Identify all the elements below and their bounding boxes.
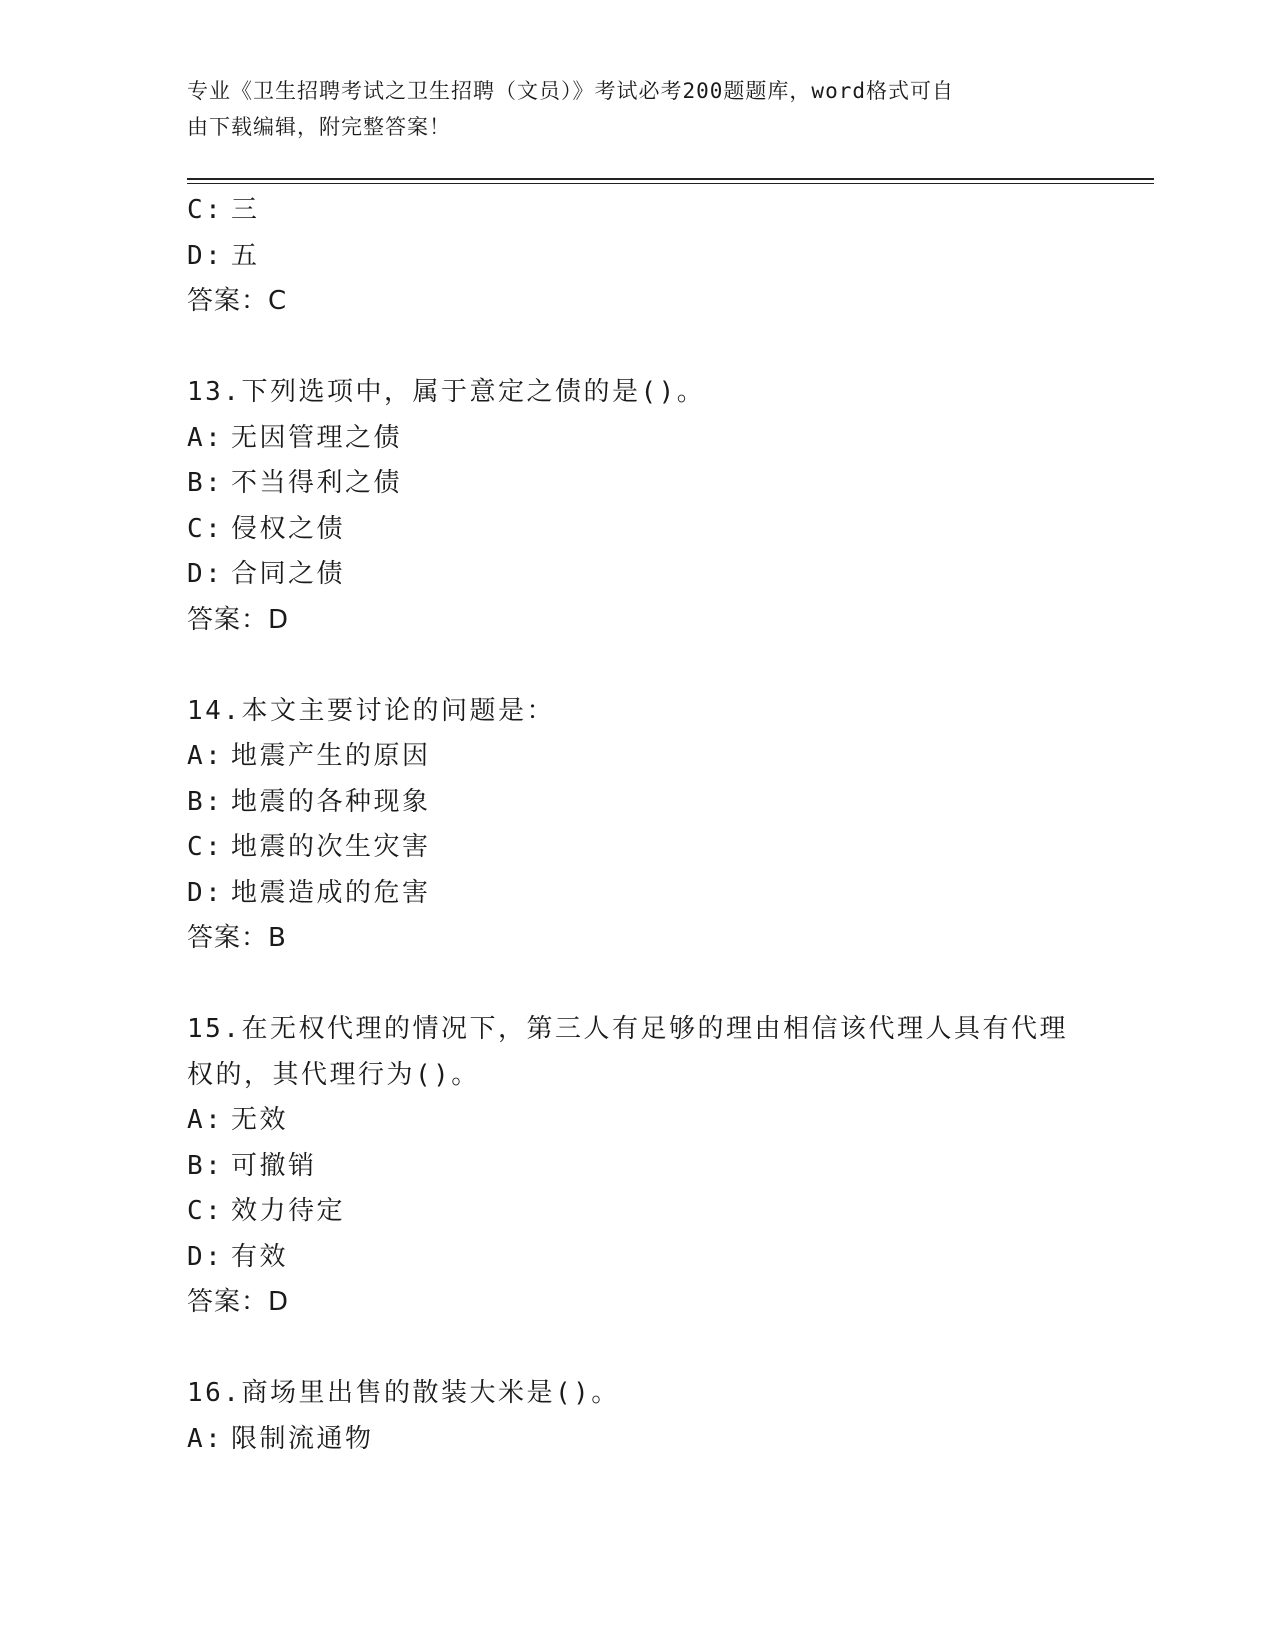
option-label: C: [187,513,224,544]
option-d [187,234,1087,280]
option-d [187,552,1087,598]
question-stem: 13.下列选项中，属于意定之债的是()。 [187,377,706,407]
spacer [187,325,1087,371]
header-divider-thick [187,178,1154,180]
option-label: A: [187,422,224,453]
spacer [187,1326,1087,1372]
option-text: 有效 [231,1241,289,1272]
option-label: B: [187,786,224,817]
option-text: 侵权之债 [231,513,346,544]
header-divider-thin [187,183,1154,184]
option-d [187,871,1087,917]
option-c [187,507,1087,553]
option-label: A: [187,1105,224,1135]
option-a [187,416,1087,462]
option-a [187,734,1087,780]
option-text: 地震的各种现象 [231,786,431,817]
option-text: 可撤销 [231,1150,317,1181]
option-c [187,825,1087,871]
question-list [187,188,1087,1462]
option-text: 效力待定 [231,1196,346,1226]
option-a [187,1098,1087,1144]
option-text: 无因管理之债 [231,422,403,453]
option-label: C: [187,195,224,225]
option-b [187,461,1087,507]
option-label: A: [187,1423,224,1454]
option-text: 三 [231,195,260,225]
option-label: D: [187,877,224,908]
option-c [187,1189,1087,1235]
option-label: A: [187,741,224,771]
option-text: 合同之债 [231,559,346,589]
question-stem-continued: 权的，其代理行为()。 [187,1059,480,1090]
option-d [187,1235,1087,1281]
option-text: 地震造成的危害 [231,877,431,908]
option-b [187,780,1087,826]
option-label: C: [187,832,224,862]
answer-line: 答案：C [187,286,288,316]
option-text: 不当得利之债 [231,468,403,498]
answer-line: 答案：D [187,1287,290,1317]
option-text: 五 [231,240,260,271]
question-stem: 15.在无权代理的情况下，第三人有足够的理由相信该代理人具有代理 [187,1014,1068,1044]
option-label: B: [187,468,224,498]
question-stem: 14.本文主要讨论的问题是： [187,695,555,726]
spacer [187,643,1087,689]
option-label: D: [187,559,224,589]
document-header [187,73,1067,145]
option-label: D: [187,240,224,271]
question-stem: 16.商场里出售的散装大米是()。 [187,1378,620,1408]
option-label: C: [187,1196,224,1226]
answer-line: 答案：B [187,923,287,953]
option-b [187,1144,1087,1190]
answer-line: 答案：D [187,604,290,635]
option-a [187,1417,1087,1463]
option-text: 无效 [231,1105,289,1135]
option-text: 地震产生的原因 [231,741,431,771]
spacer [187,962,1087,1008]
option-c [187,188,1087,234]
header-line-2: 由下载编辑，附完整答案！ [187,115,451,139]
option-label: B: [187,1150,224,1181]
header-line-1: 专业《卫生招聘考试之卫生招聘（文员）》考试必考200题题库，word格式可自 [187,79,954,103]
option-label: D: [187,1241,224,1272]
option-text: 限制流通物 [231,1423,374,1454]
option-text: 地震的次生灾害 [231,832,431,862]
